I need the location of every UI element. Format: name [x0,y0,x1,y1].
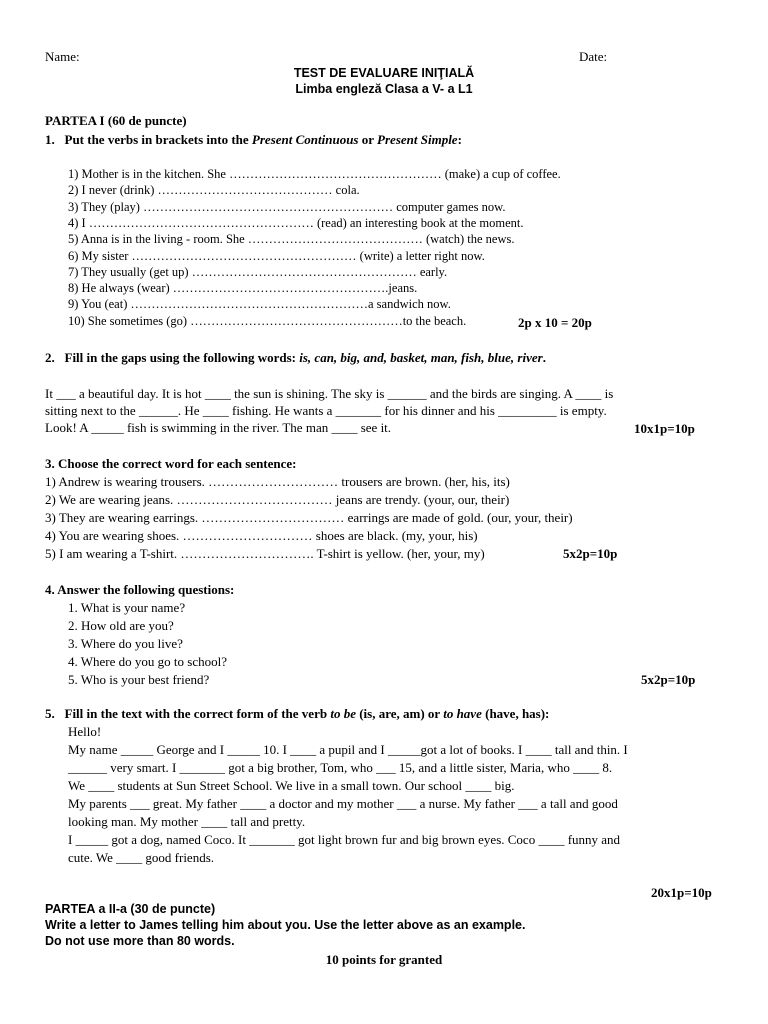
ex1-item-2: 2) I never (drink) …………………………………… cola. [68,183,360,198]
ex2-line-3: Look! A _____ fish is swimming in the river. The man ____ see it. [45,420,392,435]
ex1-tense-present-continuous: Present Continuous [251,132,359,147]
ex5-instruction-text: Fill in the text with the correct form of the verb [64,706,331,721]
ex5-line-6: looking man. My mother ____ tall and pretty. [68,814,306,829]
ex3-item-3: 3) They are wearing earrings. …………………………… earrings are made of gold. (our, your, their) [45,510,573,525]
ex5-points: 20x1p=10p [651,885,712,900]
ex2-instruction [45,350,546,366]
bonus-points-note: 10 points for granted [325,952,443,967]
ex4-heading: 4. Answer the following questions: [45,582,235,597]
ex5-line-1: Hello! [68,724,102,739]
ex3-points: 5x2p=10p [563,546,618,561]
ex3-heading: 3. Choose the correct word for each sentence: [45,456,297,471]
ex4-item-4: 4. Where do you go to school? [68,654,227,669]
ex5-line-3: ______ very smart. I _______ got a big brother, Tom, who ___ 15, and a little sister, Maria, who ____ 8. [68,760,613,775]
ex5-instruction [45,706,549,722]
ex5-number: 5. [45,706,55,721]
part1-heading: PARTEA I (60 de puncte) [45,113,187,128]
ex3-item-5: 5) I am wearing a T-shirt. …………………………. T-shirt is yellow. (her, your, my) [45,546,485,561]
ex4-item-5: 5. Who is your best friend? [68,672,210,687]
ex1-colon: : [457,132,462,147]
ex2-number: 2. [45,350,55,365]
ex5-line-2: My name _____ George and I _____ 10. I ____ a pupil and I _____got a lot of books. I ____ tall and thin. I [68,742,628,757]
ex3-item-1: 1) Andrew is wearing trousers. ………………………… trousers are brown. (her, his, its) [45,474,510,489]
ex2-line-2: sitting next to the ______. He ____ fishing. He wants a _______ for his dinner and his _________ is empty. [45,403,607,418]
ex1-or: or [358,132,378,147]
ex1-tense-present-simple: Present Simple [377,132,458,147]
ex1-points: 2p x 10 = 20p [518,315,592,330]
part2-instruction-1: Write a letter to James telling him about you. Use the letter above as an example. [45,918,526,932]
ex5-forms-to-have: (have, has): [481,706,550,721]
ex5-line-7: I _____ got a dog, named Coco. It _______ got light brown fur and big brown eyes. Coco ____ funny and [68,832,621,847]
ex4-item-1: 1. What is your name? [68,600,186,615]
ex1-item-10: 10) She sometimes (go) ……………………………………………to the beach. [68,313,467,328]
ex2-instruction-text: Fill in the gaps using the following words: [64,350,300,365]
ex4-item-3: 3. Where do you live? [68,636,183,651]
ex5-verb-to-have: to have [443,706,482,721]
ex1-instruction-text: Put the verbs in brackets into the [64,132,252,147]
test-subtitle: Limba engleză Clasa a V- a L1 [295,82,473,96]
part2-instruction-2: Do not use more than 80 words. [45,934,235,948]
ex1-item-1: 1) Mother is in the kitchen. She …………………………………………… (make) a cup of coffee. [68,167,561,181]
ex1-item-7: 7) They usually (get up) ……………………………………………… early. [68,264,448,279]
ex2-points: 10x1p=10p [634,421,695,436]
ex5-verb-to-be: to be [330,706,356,721]
ex2-end: . [542,350,546,365]
part2-heading: PARTEA a II-a (30 de puncte) [45,902,216,916]
ex5-line-8: cute. We ____ good friends. [68,850,215,865]
ex1-item-4: 4) I ……………………………………………… (read) an interesting book at the moment. [68,215,524,230]
test-title: TEST DE EVALUARE INIŢIALĂ [293,66,475,80]
ex3-item-4: 4) You are wearing shoes. ………………………… shoes are black. (my, your, his) [45,528,478,543]
ex1-instruction [45,132,462,148]
ex1-item-8: 8) He always (wear) …………………………………………….jeans. [68,281,418,296]
ex1-item-5: 5) Anna is in the living - room. She …………………………………… (watch) the news. [68,232,515,247]
ex1-item-9: 9) You (eat) …………………………………………………a sandwich now. [68,297,451,312]
ex1-item-3: 3) They (play) …………………………………………………… computer games now. [68,199,506,214]
ex2-line-1: It ___ a beautiful day. It is hot ____ the sun is shining. The sky is ______ and the birds are singing. A ____ is [45,386,614,401]
ex5-forms-to-be: (is, are, am) or [355,706,444,721]
ex4-item-2: 2. How old are you? [68,618,174,633]
ex5-line-5: My parents ___ great. My father ____ a doctor and my mother ___ a nurse. My father ___ a tall and good [68,796,618,811]
ex4-points: 5x2p=10p [641,672,696,687]
ex1-number: 1. [45,132,55,147]
ex5-line-4: We ____ students at Sun Street School. We live in a small town. Our school ____ big. [68,778,515,793]
date-label: Date: [579,49,608,64]
name-label: Name: [45,49,80,64]
ex2-word-list: is, can, big, and, basket, man, fish, blue, river [299,350,543,365]
ex1-item-6: 6) My sister ……………………………………………… (write) a letter right now. [68,248,485,263]
ex3-item-2: 2) We are wearing jeans. ……………………………… jeans are trendy. (your, our, their) [45,492,510,507]
